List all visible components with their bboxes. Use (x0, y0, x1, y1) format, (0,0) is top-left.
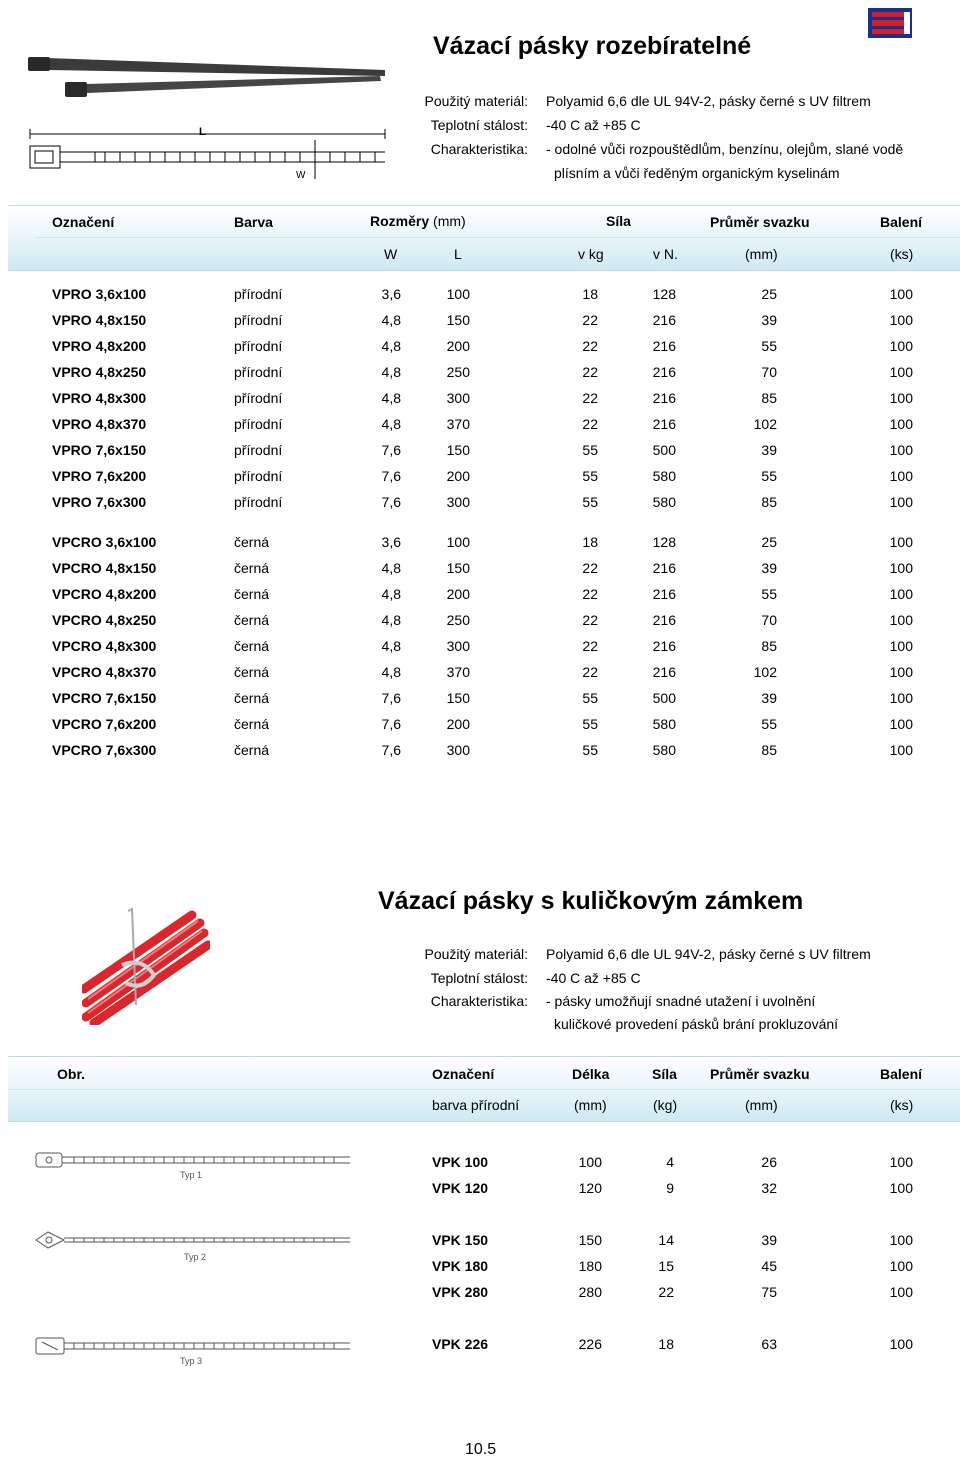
cell-barva: přírodní (234, 390, 283, 406)
col-vn: v N. (653, 246, 678, 262)
cell-prumer: 70 (761, 612, 777, 628)
spec-label: Použitý materiál: (424, 946, 528, 962)
section2-title: Vázací pásky s kuličkovým zámkem (378, 887, 804, 915)
cell-oznaceni: VPCRO 7,6x200 (52, 716, 157, 732)
cell-oznaceni: VPK 150 (432, 1232, 489, 1248)
cell-oznaceni: VPRO 4,8x370 (52, 416, 147, 432)
col-mm: (mm) (745, 246, 778, 262)
cell-sila-kg: 22 (582, 586, 598, 602)
col-sila: Síla (606, 213, 631, 229)
cell-baleni: 100 (889, 1258, 913, 1274)
cell-prumer: 102 (753, 664, 777, 680)
cell-sila-n: 216 (652, 312, 676, 328)
cell-baleni: 100 (889, 494, 913, 510)
col-barva: Barva (234, 214, 273, 230)
cell-sila: 15 (658, 1258, 674, 1274)
page-number: 10.5 (465, 1441, 497, 1458)
cell-sila-kg: 18 (582, 534, 598, 550)
col-kg: (kg) (653, 1097, 678, 1113)
cell-oznaceni: VPRO 4,8x200 (52, 338, 147, 354)
cell-prumer: 75 (761, 1284, 777, 1300)
cell-oznaceni: VPCRO 4,8x300 (52, 638, 157, 654)
company-logo (866, 6, 914, 40)
cell-sila-kg: 22 (582, 638, 598, 654)
cell-barva: přírodní (234, 312, 283, 328)
cell-delka: 280 (578, 1284, 602, 1300)
cell-w: 4,8 (381, 664, 401, 680)
cell-baleni: 100 (889, 468, 913, 484)
cell-oznaceni: VPCRO 4,8x370 (52, 664, 157, 680)
spec-label: Teplotní stálost: (430, 970, 528, 986)
cell-barva: černá (234, 612, 270, 628)
cell-sila-n: 128 (652, 534, 676, 550)
cell-oznaceni: VPCRO 7,6x150 (52, 690, 157, 706)
cell-sila-kg: 55 (582, 468, 598, 484)
cell-sila: 4 (666, 1154, 674, 1170)
cell-sila-n: 216 (652, 364, 676, 380)
cell-prumer: 39 (761, 560, 777, 576)
cell-barva: přírodní (234, 364, 283, 380)
cell-oznaceni: VPCRO 3,6x100 (52, 534, 157, 550)
cell-oznaceni: VPCRO 7,6x300 (52, 742, 157, 758)
cell-l: 150 (446, 442, 470, 458)
cell-sila-n: 580 (652, 468, 676, 484)
cell-l: 150 (446, 312, 470, 328)
cell-baleni: 100 (889, 416, 913, 432)
cell-prumer: 55 (761, 468, 777, 484)
cell-oznaceni: VPK 100 (432, 1154, 489, 1170)
section1-title: Vázací pásky rozebíratelné (433, 32, 752, 60)
drawing-label-l: L (199, 126, 206, 138)
cell-delka: 100 (578, 1154, 602, 1170)
cell-barva: černá (234, 638, 270, 654)
cell-barva: černá (234, 716, 270, 732)
cell-prumer: 85 (761, 494, 777, 510)
cell-sila-kg: 55 (582, 442, 598, 458)
cell-barva: černá (234, 534, 270, 550)
cell-baleni: 100 (889, 286, 913, 302)
cell-baleni: 100 (889, 664, 913, 680)
cell-prumer: 45 (761, 1258, 777, 1274)
cell-sila-n: 580 (652, 494, 676, 510)
table1-header-band (8, 205, 960, 271)
cell-l: 100 (446, 534, 470, 550)
cell-prumer: 55 (761, 716, 777, 732)
cell-sila-n: 216 (652, 560, 676, 576)
cell-sila: 22 (658, 1284, 674, 1300)
cable-tie-drawing (25, 124, 390, 184)
type1-drawing (34, 1148, 354, 1188)
cell-sila: 14 (658, 1232, 674, 1248)
cell-w: 7,6 (381, 716, 401, 732)
col-mm2: (mm) (745, 1097, 778, 1113)
cell-l: 200 (446, 338, 470, 354)
col-mm1: (mm) (574, 1097, 607, 1113)
cell-w: 3,6 (381, 534, 401, 550)
cell-baleni: 100 (889, 364, 913, 380)
cell-oznaceni: VPCRO 4,8x200 (52, 586, 157, 602)
cell-prumer: 85 (761, 742, 777, 758)
cell-barva: černá (234, 742, 270, 758)
cell-l: 300 (446, 390, 470, 406)
cell-prumer: 39 (761, 690, 777, 706)
spec-label: Charakteristika: (430, 993, 528, 1009)
cell-delka: 226 (578, 1336, 602, 1352)
cell-l: 370 (446, 416, 470, 432)
cell-w: 7,6 (381, 468, 401, 484)
cell-baleni: 100 (889, 716, 913, 732)
cell-barva: černá (234, 560, 270, 576)
cell-l: 150 (446, 690, 470, 706)
cell-sila-kg: 18 (582, 286, 598, 302)
spec-value: -40 C až +85 C (546, 970, 641, 986)
cell-prumer: 39 (761, 1232, 777, 1248)
cell-sila-kg: 22 (582, 560, 598, 576)
cell-delka: 120 (578, 1180, 602, 1196)
cell-sila: 18 (658, 1336, 674, 1352)
cell-prumer: 25 (761, 534, 777, 550)
cell-baleni: 100 (889, 338, 913, 354)
cell-barva: přírodní (234, 286, 283, 302)
cell-prumer: 70 (761, 364, 777, 380)
cell-baleni: 100 (889, 312, 913, 328)
cell-sila-kg: 55 (582, 494, 598, 510)
cell-barva: přírodní (234, 338, 283, 354)
cell-baleni: 100 (889, 690, 913, 706)
cell-w: 4,8 (381, 338, 401, 354)
col-baleni: Balení (880, 1066, 923, 1082)
cell-oznaceni: VPRO 4,8x300 (52, 390, 147, 406)
cell-sila-n: 216 (652, 390, 676, 406)
cell-sila-n: 580 (652, 742, 676, 758)
col-prumer: Průměr svazku (710, 1066, 810, 1082)
cell-delka: 180 (578, 1258, 602, 1274)
cell-oznaceni: VPRO 7,6x200 (52, 468, 147, 484)
cell-l: 200 (446, 586, 470, 602)
cell-sila-n: 216 (652, 638, 676, 654)
cell-sila-n: 216 (652, 416, 676, 432)
cell-oznaceni: VPK 120 (432, 1180, 489, 1196)
cell-l: 300 (446, 742, 470, 758)
cell-sila-kg: 55 (582, 716, 598, 732)
cell-prumer: 26 (761, 1154, 777, 1170)
cell-barva: černá (234, 586, 270, 602)
cell-oznaceni: VPRO 7,6x300 (52, 494, 147, 510)
cell-prumer: 85 (761, 390, 777, 406)
cell-baleni: 100 (889, 612, 913, 628)
type2-drawing (34, 1228, 354, 1268)
cell-prumer: 39 (761, 442, 777, 458)
cell-baleni: 100 (889, 1232, 913, 1248)
spec-label: Charakteristika: (430, 141, 528, 157)
col-vkg: v kg (578, 246, 604, 262)
col-barva: barva přírodní (432, 1097, 520, 1113)
col-ks: (ks) (890, 246, 914, 262)
col-sila: Síla (652, 1066, 677, 1082)
cell-w: 4,8 (381, 312, 401, 328)
spec-value: Polyamid 6,6 dle UL 94V-2, pásky černé s UV filtrem (546, 946, 871, 962)
cell-w: 4,8 (381, 586, 401, 602)
spec-label: Teplotní stálost: (430, 117, 528, 133)
cell-sila-n: 500 (652, 690, 676, 706)
cell-sila-n: 216 (652, 338, 676, 354)
cell-barva: přírodní (234, 468, 283, 484)
cell-delka: 150 (578, 1232, 602, 1248)
cell-l: 300 (446, 494, 470, 510)
cell-baleni: 100 (889, 1180, 913, 1196)
cell-oznaceni: VPRO 4,8x250 (52, 364, 147, 380)
cell-baleni: 100 (889, 742, 913, 758)
cell-oznaceni: VPRO 3,6x100 (52, 286, 147, 302)
cell-sila-kg: 22 (582, 612, 598, 628)
type1-label: Typ 1 (180, 1170, 203, 1180)
cell-baleni: 100 (889, 534, 913, 550)
cell-barva: přírodní (234, 494, 283, 510)
spec-value: -40 C až +85 C (546, 117, 641, 133)
cell-barva: přírodní (234, 442, 283, 458)
type3-label: Typ 3 (180, 1356, 203, 1366)
type2-label: Typ 2 (184, 1252, 207, 1262)
cell-barva: přírodní (234, 416, 283, 432)
cable-tie-photo (25, 48, 390, 103)
cell-barva: černá (234, 690, 270, 706)
cell-baleni: 100 (889, 1154, 913, 1170)
cell-sila-kg: 22 (582, 390, 598, 406)
cell-w: 4,8 (381, 364, 401, 380)
cell-prumer: 85 (761, 638, 777, 654)
cell-l: 250 (446, 612, 470, 628)
drawing-label-w: W (296, 170, 306, 181)
cell-l: 200 (446, 468, 470, 484)
cell-baleni: 100 (889, 1336, 913, 1352)
cell-l: 150 (446, 560, 470, 576)
cell-baleni: 100 (889, 638, 913, 654)
cell-l: 200 (446, 716, 470, 732)
col-ks: (ks) (890, 1097, 914, 1113)
cell-oznaceni: VPRO 4,8x150 (52, 312, 147, 328)
col-delka: Délka (572, 1066, 610, 1082)
cell-prumer: 39 (761, 312, 777, 328)
cell-sila-n: 128 (652, 286, 676, 302)
col-oznaceni: Označení (432, 1066, 495, 1082)
cell-sila-kg: 55 (582, 742, 598, 758)
cell-w: 7,6 (381, 690, 401, 706)
cell-baleni: 100 (889, 586, 913, 602)
cell-sila-n: 216 (652, 586, 676, 602)
col-l: L (454, 246, 462, 262)
cell-sila-kg: 22 (582, 416, 598, 432)
cell-w: 4,8 (381, 612, 401, 628)
cell-prumer: 63 (761, 1336, 777, 1352)
cell-sila-kg: 55 (582, 690, 598, 706)
col-oznaceni: Označení (52, 214, 115, 230)
cell-sila-kg: 22 (582, 338, 598, 354)
cell-l: 250 (446, 364, 470, 380)
cell-baleni: 100 (889, 442, 913, 458)
cell-baleni: 100 (889, 1284, 913, 1300)
cell-w: 4,8 (381, 416, 401, 432)
spec-value: Polyamid 6,6 dle UL 94V-2, pásky černé s UV filtrem (546, 93, 871, 109)
cell-prumer: 102 (753, 416, 777, 432)
cell-sila-n: 216 (652, 664, 676, 680)
col-rozmery: Rozměry (mm) (370, 213, 466, 229)
cell-l: 300 (446, 638, 470, 654)
ball-lock-tie-photo (82, 905, 210, 1025)
col-w: W (384, 246, 398, 262)
spec-label: Použitý materiál: (424, 93, 528, 109)
spec-value: kuličkové provedení pásků brání prokluzování (554, 1016, 839, 1032)
cell-baleni: 100 (889, 560, 913, 576)
cell-oznaceni: VPK 180 (432, 1258, 489, 1274)
cell-oznaceni: VPCRO 4,8x250 (52, 612, 157, 628)
cell-l: 100 (446, 286, 470, 302)
col-prumer: Průměr svazku (710, 214, 810, 230)
type3-drawing (34, 1334, 354, 1374)
cell-l: 370 (446, 664, 470, 680)
cell-prumer: 55 (761, 338, 777, 354)
cell-sila: 9 (666, 1180, 674, 1196)
cell-sila-kg: 22 (582, 364, 598, 380)
cell-w: 7,6 (381, 442, 401, 458)
cell-sila-n: 216 (652, 612, 676, 628)
cell-oznaceni: VPCRO 4,8x150 (52, 560, 157, 576)
cell-barva: černá (234, 664, 270, 680)
col-obr: Obr. (57, 1066, 86, 1082)
cell-oznaceni: VPK 226 (432, 1336, 489, 1352)
spec-value: - odolné vůči rozpouštědlům, benzínu, olejům, slané vodě (546, 141, 904, 157)
cell-w: 4,8 (381, 390, 401, 406)
cell-w: 7,6 (381, 494, 401, 510)
cell-sila-n: 580 (652, 716, 676, 732)
spec-value: plísním a vůči ředěným organickým kyselinám (554, 165, 840, 181)
cell-baleni: 100 (889, 390, 913, 406)
cell-w: 3,6 (381, 286, 401, 302)
cell-prumer: 55 (761, 586, 777, 602)
cell-sila-kg: 22 (582, 664, 598, 680)
cell-w: 4,8 (381, 560, 401, 576)
cell-sila-kg: 22 (582, 312, 598, 328)
cell-prumer: 32 (761, 1180, 777, 1196)
cell-w: 7,6 (381, 742, 401, 758)
col-baleni: Balení (880, 214, 923, 230)
cell-prumer: 25 (761, 286, 777, 302)
cell-oznaceni: VPRO 7,6x150 (52, 442, 147, 458)
cell-w: 4,8 (381, 638, 401, 654)
cell-sila-n: 500 (652, 442, 676, 458)
cell-oznaceni: VPK 280 (432, 1284, 489, 1300)
spec-value: - pásky umožňují snadné utažení i uvolnění (546, 993, 816, 1009)
